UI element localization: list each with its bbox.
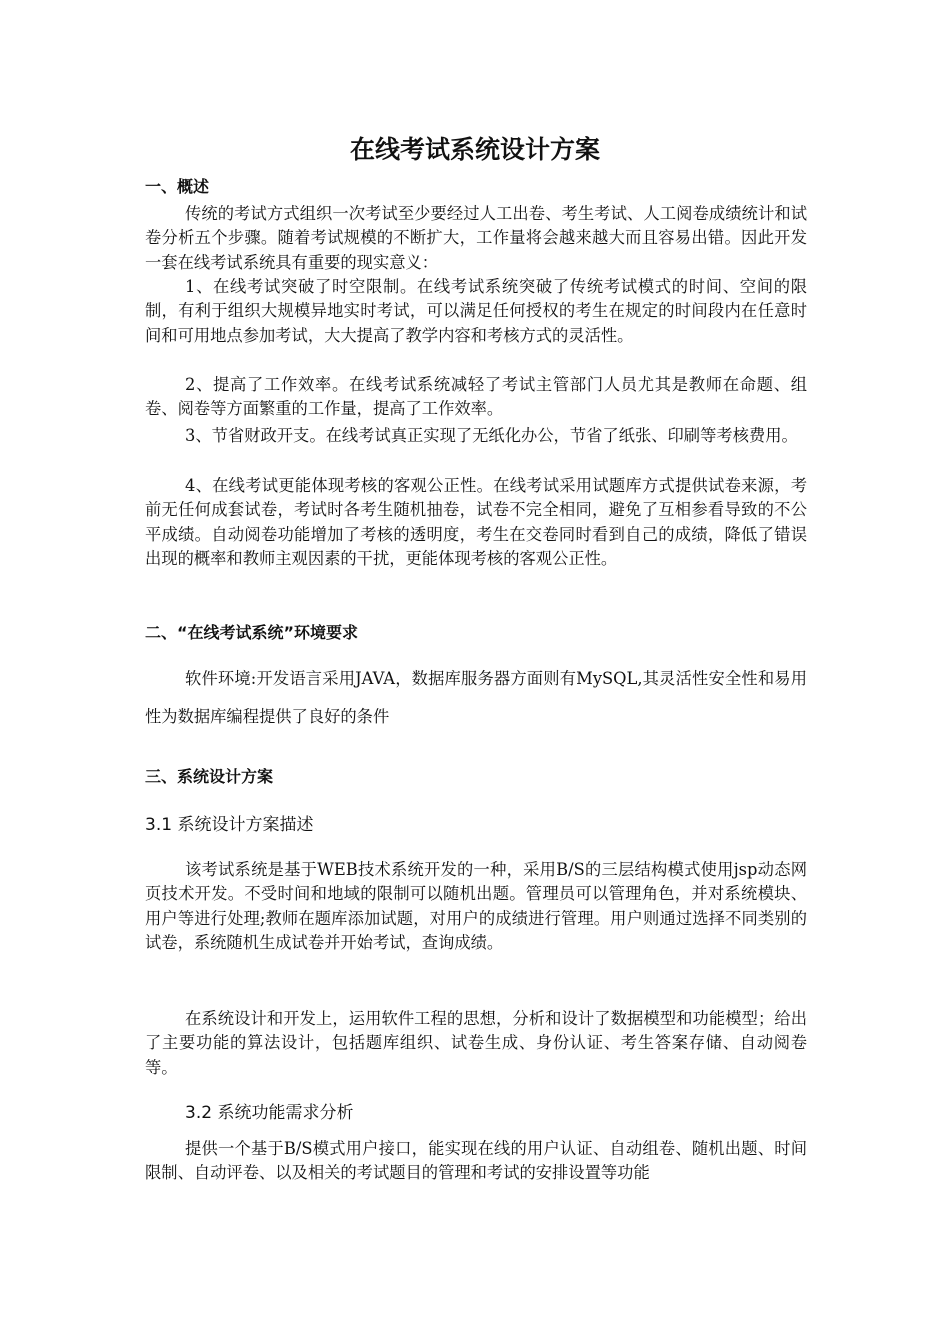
section-1-heading: 一、概述: [145, 177, 210, 196]
section-3-1-heading: 3.1 系统设计方案描述: [145, 815, 314, 835]
section-3-1-paragraph-1: 该考试系统是基于WEB技术系统开发的一种，采用B/S的三层结构模式使用jsp动态网页技术开发。不受时间和地域的限制可以随机出题。管理员可以管理角色，并对系统模块、用户等进行处理;教师在题库添加试题，对用户的成绩进行管理。用户则通过选择不同类别的试卷，系统随机生成试卷并开始考试，查询成绩。: [145, 860, 807, 953]
document-title: 在线考试系统设计方案: [349, 135, 600, 164]
section-1-intro-paragraph: 传统的考试方式组织一次考试至少要经过人工出卷、考生考试、人工阅卷成绩统计和试卷分析五个步骤。随着考试规模的不断扩大，工作量将会越来越大而且容易出错。因此开发一套在线考试系统具有重要的现实意义：: [145, 204, 807, 272]
section-3-heading: 三、系统设计方案: [145, 767, 274, 786]
section-1-point-1: 1、在线考试突破了时空限制。在线考试系统突破了传统考试模式的时间、空间的限制，有利于组织大规模异地实时考试，可以满足任何授权的考生在规定的时间段内在任意时间和可用地点参加考试，大大提高了教学内容和考核方式的灵活性。: [145, 277, 807, 345]
section-2-environment-paragraph: 软件环境:开发语言采用JAVA，数据库服务器方面则有MySQL,其灵活性安全性和易用性为数据库编程提供了良好的条件: [145, 669, 807, 726]
section-1-point-3: 3、节省财政开支。在线考试真正实现了无纸化办公，节省了纸张、印刷等考核费用。: [185, 426, 798, 445]
section-1-point-4: 4、在线考试更能体现考核的客观公正性。在线考试采用试题库方式提供试卷来源，考前无任何成套试卷，考试时各考生随机抽卷，试卷不完全相同，避免了互相参看导致的不公平成绩。自动阅卷功能增加了考核的透明度，考生在交卷同时看到自己的成绩，降低了错误出现的概率和教师主观因素的干扰，更能体现考核的客观公正性。: [145, 476, 807, 569]
section-3-2-heading: 3.2 系统功能需求分析: [185, 1103, 354, 1123]
section-1-point-2: 2、提高了工作效率。在线考试系统减轻了考试主管部门人员尤其是教师在命题、组卷、阅卷等方面繁重的工作量，提高了工作效率。: [145, 375, 807, 419]
section-3-2-paragraph-1: 提供一个基于B/S模式用户接口，能实现在线的用户认证、自动组卷、随机出题、时间限制、自动评卷、以及相关的考试题目的管理和考试的安排设置等功能: [145, 1139, 807, 1183]
section-3-1-paragraph-2: 在系统设计和开发上，运用软件工程的思想，分析和设计了数据模型和功能模型；给出了主要功能的算法设计，包括题库组织、试卷生成、身份认证、考生答案存储、自动阅卷等。: [145, 1009, 807, 1077]
section-2-heading: 二、“在线考试系统”环境要求: [145, 623, 359, 642]
